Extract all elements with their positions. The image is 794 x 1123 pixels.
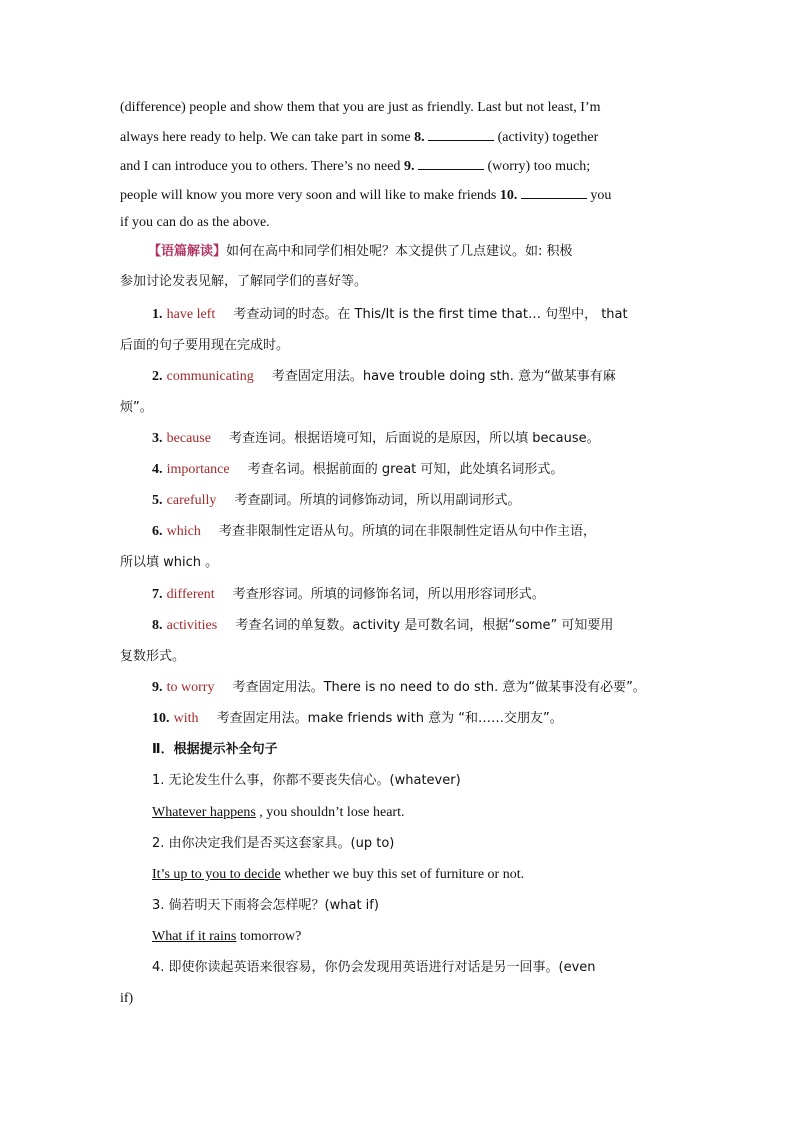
answer-row [152,523,708,541]
analysis-line-1 [148,243,676,261]
answer-blank[interactable] [521,186,587,199]
passage-line-1: (difference) people and show them that you are just as friendly. Last but not least, I’m [120,100,601,115]
section-heading: Ⅱ．根据提示补全句子 [152,742,278,757]
answer-number: 4. [152,462,163,477]
answer-explanation: 考查固定用法。make friends with 意为 “和……交朋友”。 [216,711,563,726]
answer-sentence [152,866,708,884]
answer-explanation: 考查名词的单复数。activity 是可数名词，根据“some” 可知要用 [235,618,614,633]
answer-row [152,492,708,510]
answer-row-cont: 复数形式。 [120,649,186,664]
blank-number: 10. [499,188,518,203]
analysis-tag: 【语篇解读】 [148,244,227,259]
answer-underlined: What if it rains [152,929,237,944]
answer-underlined: Whatever happens [152,805,256,820]
answer-value: communicating [166,369,254,384]
answer-number: 1. [152,307,163,322]
answer-row [152,617,708,635]
answer-number: 7. [152,587,163,602]
passage-line-2 [120,128,676,147]
answer-number: 8. [152,618,163,633]
answer-explanation: 考查副词。所填的词修饰动词，所以用副词形式。 [234,493,521,508]
answer-row [152,306,708,324]
answer-row [152,368,708,386]
answer-explanation: 考查形容词。所填的词修饰名词，所以用形容词形式。 [232,587,545,602]
answer-row-cont: 所以填 which 。 [120,555,219,570]
answer-row-cont: 烦”。 [120,400,153,415]
answer-rest: whether we buy this set of furniture or not. [280,867,525,882]
answer-explanation: 考查固定用法。have trouble doing sth. 意为“做某事有麻 [271,369,616,384]
answer-explanation: 考查名词。根据前面的 great 可知，此处填名词形式。 [247,462,564,477]
passage-text: (activity) together [497,130,599,145]
passage-line-5: if you can do as the above. [120,215,270,230]
answer-number: 6. [152,524,163,539]
passage-text: (worry) too much; [487,159,591,174]
answer-sentence [152,928,708,946]
answer-value: have left [166,307,216,322]
answer-row [152,586,708,604]
passage-line-4 [120,186,676,205]
answer-value: different [166,587,215,602]
answer-value: to worry [166,680,215,695]
answer-rest: , you shouldn’t lose heart. [255,805,405,820]
answer-row [152,461,708,479]
passage-text: always here ready to help. We can take part in some [120,130,411,145]
answer-row [152,430,708,448]
answer-blank[interactable] [428,128,494,141]
answer-blank[interactable] [418,157,484,170]
answer-number: 10. [152,711,170,726]
answer-sentence [152,804,708,822]
answer-number: 3. [152,431,163,446]
analysis-text: 如何在高中和同学们相处呢？本文提供了几点建议。如: 积极 [226,244,573,259]
passage-text: you [590,188,612,203]
answer-explanation: 考查动词的时态。在 This/It is the first time that… 句型中， that [233,307,628,322]
passage-line-3 [120,157,676,176]
answer-value: importance [166,462,230,477]
answer-row [152,710,708,728]
question-item: 3. 倘若明天下雨将会怎样呢？(what if) [152,898,379,913]
question-item-cont: if) [120,991,134,1006]
passage-text: people will know you more very soon and will like to make friends [120,188,497,203]
answer-explanation: 考查连词。根据语境可知，后面说的是原因，所以填 because。 [229,431,600,446]
question-item: 4. 即使你读起英语来很容易，你仍会发现用英语进行对话是另一回事。(even [152,960,596,975]
answer-rest: tomorrow? [236,929,302,944]
answer-row-cont: 后面的句子要用现在完成时。 [120,338,290,353]
passage-text: and I can introduce you to others. There’s no need [120,159,401,174]
analysis-line-2: 参加讨论发表见解，了解同学们的喜好等。 [120,274,368,289]
blank-number: 9. [403,159,415,174]
answer-row [152,679,708,697]
answer-explanation: 考查非限制性定语从句。所填的词在非限制性定语从句中作主语， [219,524,597,539]
answer-value: with [173,711,199,726]
question-item: 1. 无论发生什么事，你都不要丧失信心。(whatever) [152,773,461,788]
answer-underlined: It’s up to you to decide [152,867,281,882]
answer-number: 5. [152,493,163,508]
answer-explanation: 考查固定用法。There is no need to do sth. 意为“做某事没有必要”。 [232,680,646,695]
answer-value: activities [166,618,218,633]
answer-number: 9. [152,680,163,695]
answer-value: which [166,524,201,539]
question-item: 2. 由你决定我们是否买这套家具。(up to) [152,836,395,851]
answer-value: carefully [166,493,217,508]
blank-number: 8. [414,130,425,145]
answer-value: because [166,431,211,446]
answer-number: 2. [152,369,163,384]
